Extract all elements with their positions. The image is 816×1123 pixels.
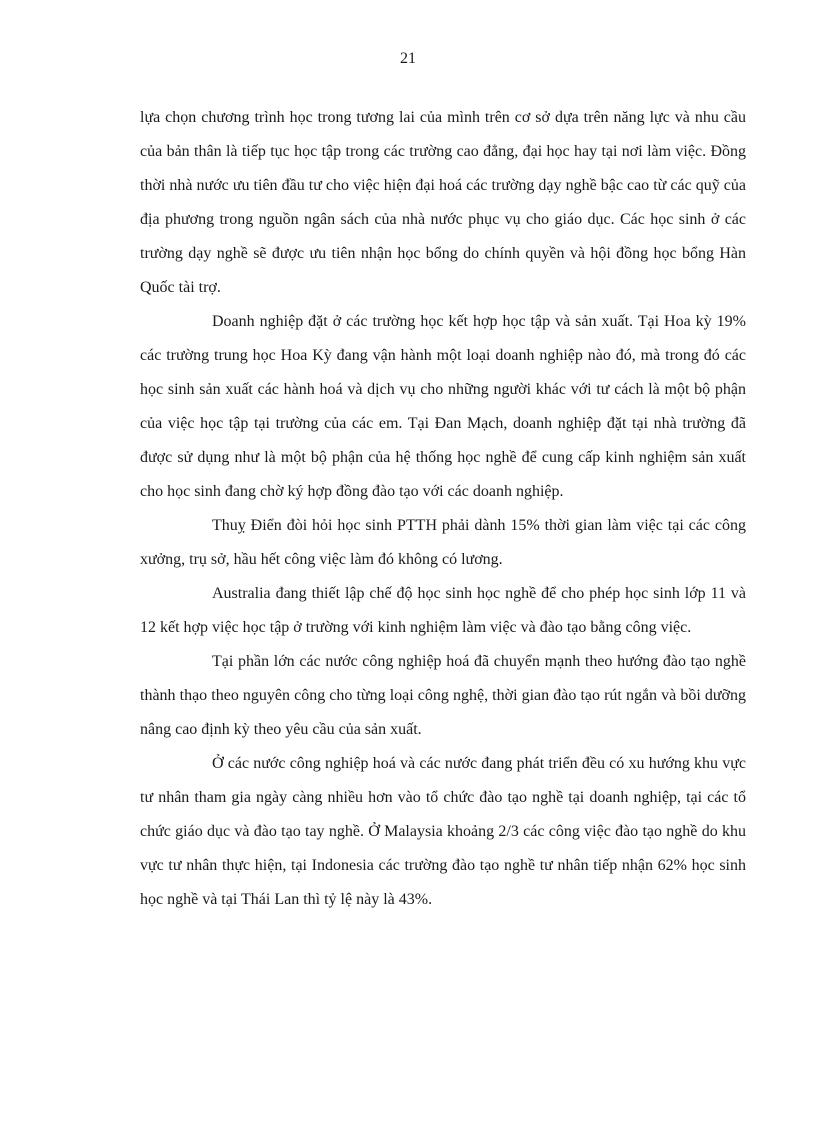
paragraph-australia: Australia đang thiết lập chế độ học sinh học nghề để cho phép học sinh lớp 11 và 12 kết hợp việc học tập ở trường với kinh nghiệm làm việc và đào tạo bằng công việc. [140, 585, 746, 636]
document-body [140, 101, 746, 917]
paragraph-industrialized-countries: Tại phần lớn các nước công nghiệp hoá đã chuyển mạnh theo hướng đào tạo nghề thành thạo theo nguyên công cho từng loại công nghệ, thời gian đào tạo rút ngắn và bồi dưỡng nâng cao định kỳ theo yêu cầu của sản xuất. [140, 653, 746, 738]
paragraph-private-sector: Ở các nước công nghiệp hoá và các nước đang phát triển đều có xu hướng khu vực tư nhân tham gia ngày càng nhiều hơn vào tổ chức đào tạo nghề tại doanh nghiệp, tại các tổ chức giáo dục và đào tạo tay nghề. Ở Malaysia khoảng 2/3 các công việc đào tạo nghề do khu vực tư nhân thực hiện, tại Indonesia các trường đào tạo nghề tư nhân tiếp nhận 62% học sinh học nghề và tại Thái Lan thì tỷ lệ này là 43%. [140, 755, 746, 908]
paragraph-continuation: lựa chọn chương trình học trong tương lai của mình trên cơ sở dựa trên năng lực và nhu cầu của bản thân là tiếp tục học tập trong các trường cao đẳng, đại học hay tại nơi làm việc. Đồng thời nhà nước ưu tiên đầu tư cho việc hiện đại hoá các trường dạy nghề bậc cao từ các quỹ của địa phương trong nguồn ngân sách của nhà nước phục vụ cho giáo dục. Các học sinh ở các trường dạy nghề sẽ được ưu tiên nhận học bổng do chính quyền và hội đồng học bổng Hàn Quốc tài trợ. [140, 109, 746, 296]
paragraph-school-enterprises: Doanh nghiệp đặt ở các trường học kết hợp học tập và sản xuất. Tại Hoa kỳ 19% các trường trung học Hoa Kỳ đang vận hành một loại doanh nghiệp nào đó, mà trong đó các học sinh sản xuất các hành hoá và dịch vụ cho những người khác với tư cách là một bộ phận của việc học tập tại trường của các em. Tại Đan Mạch, doanh nghiệp đặt tại nhà trường đã được sử dụng như là một bộ phận của hệ thống học nghề để cung cấp kinh nghiệm sản xuất cho học sinh đang chờ ký hợp đồng đào tạo với các doanh nghiệp. [140, 313, 746, 500]
paragraph-sweden: Thuỵ Điển đòi hỏi học sinh PTTH phải dành 15% thời gian làm việc tại các công xưởng, trụ sở, hầu hết công việc làm đó không có lương. [140, 517, 746, 568]
page-number: 21 [400, 50, 416, 67]
